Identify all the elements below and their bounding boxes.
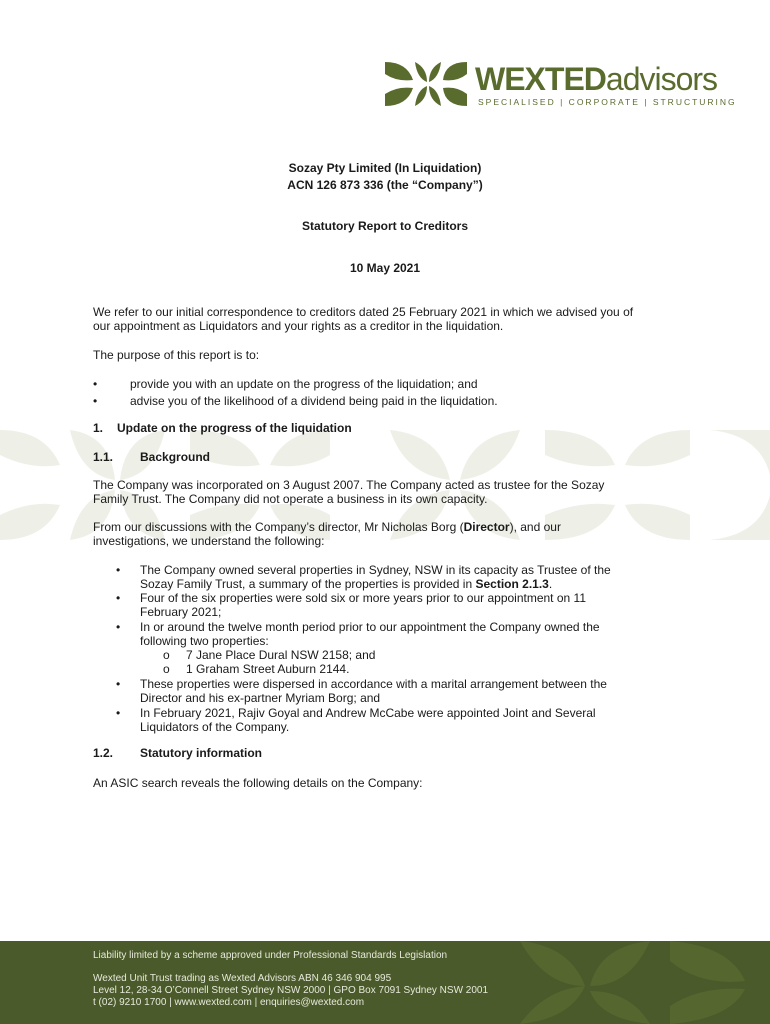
purpose-item: advise you of the likelihood of a dividend being paid in the liquidation. [130,394,498,408]
intro-paragraph: We refer to our initial correspondence to creditors dated 25 February 2021 in which we advised you of our appointment as Liquidators and your rights as a creditor in the liquidation. [93,305,634,333]
background-paragraph: The Company was incorporated on 3 August 2007. The Company acted as trustee for the Sozay Family Trust. The Company did not operate a business in its own capacity. [93,478,605,506]
page-footer [0,941,770,1024]
bullet-icon: • [93,394,98,408]
section-1-2-number: 1.2. [93,746,114,760]
section-1-number: 1. [93,421,104,435]
discussions-paragraph: From our discussions with the Company’s director, Mr Nicholas Borg (Director), and our investigations, we understand the following: [93,520,561,548]
bullet-icon: • [93,377,98,391]
footer-contact: t (02) 9210 1700 | www.wexted.com | enquiries@wexted.com [93,997,365,1008]
sub-bullet-icon: o [163,662,170,676]
section-1-2-title: Statutory information [140,746,262,760]
asic-paragraph: An ASIC search reveals the following details on the Company: [93,776,423,790]
report-date: 10 May 2021 [349,261,421,275]
bullet-icon: • [116,677,121,691]
background-item: The Company owned several properties in Sydney, NSW in its capacity as Trustee of the Sozay Family Trust, a summary of the properties is provided in Section 2.1.3. [140,563,611,591]
footer-liability: Liability limited by a scheme approved under Professional Standards Legislation [93,950,448,961]
section-1-title: Update on the progress of the liquidation [117,421,352,435]
property-item: 1 Graham Street Auburn 2144. [186,662,350,676]
bullet-icon: • [116,591,121,605]
report-title: Statutory Report to Creditors [301,219,468,233]
footer-entity: Wexted Unit Trust trading as Wexted Advisors ABN 46 346 904 995 [93,973,392,984]
purpose-item: provide you with an update on the progress of the liquidation; and [130,377,478,391]
background-item: These properties were dispersed in accordance with a marital arrangement between the Director and his ex-partner Myriam Borg; and [140,677,607,705]
sub-bullet-icon: o [163,648,170,662]
bullet-icon: • [116,563,121,577]
background-item: In or around the twelve month period prior to our appointment the Company owned the following two properties: [140,620,600,648]
background-item: In February 2021, Rajiv Goyal and Andrew McCabe were appointed Joint and Several Liquidators of the Company. [140,706,596,734]
company-name: Sozay Pty Limited (In Liquidation) [288,161,482,175]
bullet-icon: • [116,620,121,634]
wexted-logo [385,60,737,110]
section-1-1-number: 1.1. [93,450,114,464]
purpose-statement: The purpose of this report is to: [93,348,260,362]
background-item: Four of the six properties were sold six or more years prior to our appointment on 11 February 2021; [140,591,586,619]
section-1-1-title: Background [140,450,211,464]
footer-address: Level 12, 28-34 O’Connell Street Sydney NSW 2000 | GPO Box 7091 Sydney NSW 2001 [93,985,489,996]
property-item: 7 Jane Place Dural NSW 2158; and [186,648,376,662]
company-acn: ACN 126 873 336 (the “Company”) [287,178,483,192]
logo-wordmark: WEXTEDadvisors [475,61,718,97]
bullet-icon: • [116,706,121,720]
leaf-logo-icon [385,60,467,108]
logo-tagline: SPECIALISED | CORPORATE | STRUCTURING [478,97,737,107]
